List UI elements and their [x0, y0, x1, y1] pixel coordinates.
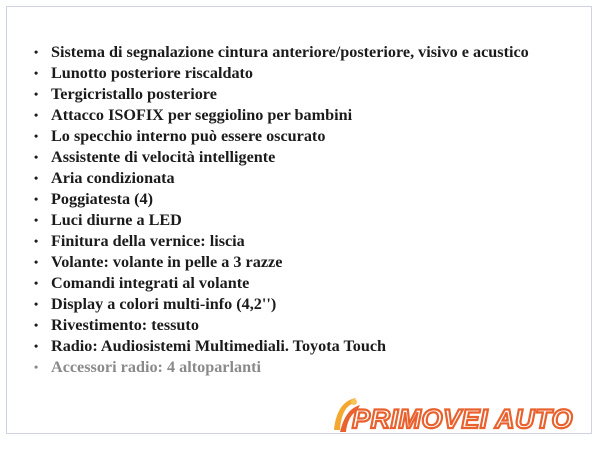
bullet-icon: •	[34, 255, 39, 269]
list-item-text: Assistente di velocità intelligente	[51, 148, 276, 166]
bullet-icon: •	[34, 276, 39, 290]
list-item	[34, 42, 568, 63]
list-item	[34, 252, 568, 273]
list-item-text: Finitura della vernice: liscia	[51, 232, 245, 250]
list-item-text: Sistema di segnalazione cintura anteriore/posteriore, visivo e acustico	[51, 43, 529, 61]
bullet-icon: •	[34, 45, 39, 59]
svg-text:PRIMOVEI AUTO: PRIMOVEI AUTO	[352, 404, 574, 434]
list-item-text: Aria condizionata	[51, 169, 175, 187]
feature-list	[34, 42, 568, 378]
list-item-text: Radio: Audiosistemi Multimediali. Toyota Touch	[51, 337, 387, 355]
list-item	[34, 168, 568, 189]
bullet-icon: •	[34, 213, 39, 227]
list-item	[34, 105, 568, 126]
bullet-icon: •	[34, 360, 39, 374]
list-item	[34, 147, 568, 168]
list-item-text: Comandi integrati al volante	[51, 274, 250, 292]
bullet-icon: •	[34, 66, 39, 80]
list-item	[34, 294, 568, 315]
list-item	[34, 231, 568, 252]
bullet-icon: •	[34, 318, 39, 332]
bullet-icon: •	[34, 192, 39, 206]
bullet-icon: •	[34, 234, 39, 248]
list-item	[34, 210, 568, 231]
list-item-text: Luci diurne a LED	[51, 211, 182, 229]
bullet-icon: •	[34, 87, 39, 101]
bullet-icon: •	[34, 339, 39, 353]
bullet-icon: •	[34, 108, 39, 122]
bullet-icon: •	[34, 171, 39, 185]
bullet-icon: •	[34, 150, 39, 164]
list-item	[34, 336, 568, 357]
bullet-icon: •	[34, 297, 39, 311]
watermark-logo-icon	[330, 392, 598, 438]
list-item	[34, 315, 568, 336]
list-item-text: Rivestimento: tessuto	[51, 316, 199, 334]
list-item	[34, 273, 568, 294]
list-item-text: Display a colori multi-info (4,2'')	[51, 295, 277, 313]
list-item-text: Accessori radio: 4 altoparlanti	[51, 358, 261, 376]
list-item-text: Tergicristallo posteriore	[51, 85, 217, 103]
list-item-text: Poggiatesta (4)	[51, 190, 154, 208]
list-item-text: Lunotto posteriore riscaldato	[51, 64, 254, 82]
list-item	[34, 84, 568, 105]
bullet-icon: •	[34, 129, 39, 143]
list-item-text: Attacco ISOFIX per seggiolino per bambini	[51, 106, 353, 124]
list-item	[34, 126, 568, 147]
list-item	[34, 63, 568, 84]
list-item	[34, 357, 568, 378]
list-item-text: Volante: volante in pelle a 3 razze	[51, 253, 283, 271]
primovei-auto-watermark-logo	[330, 392, 598, 438]
list-item-text: Lo specchio interno può essere oscurato	[51, 127, 326, 145]
list-item	[34, 189, 568, 210]
